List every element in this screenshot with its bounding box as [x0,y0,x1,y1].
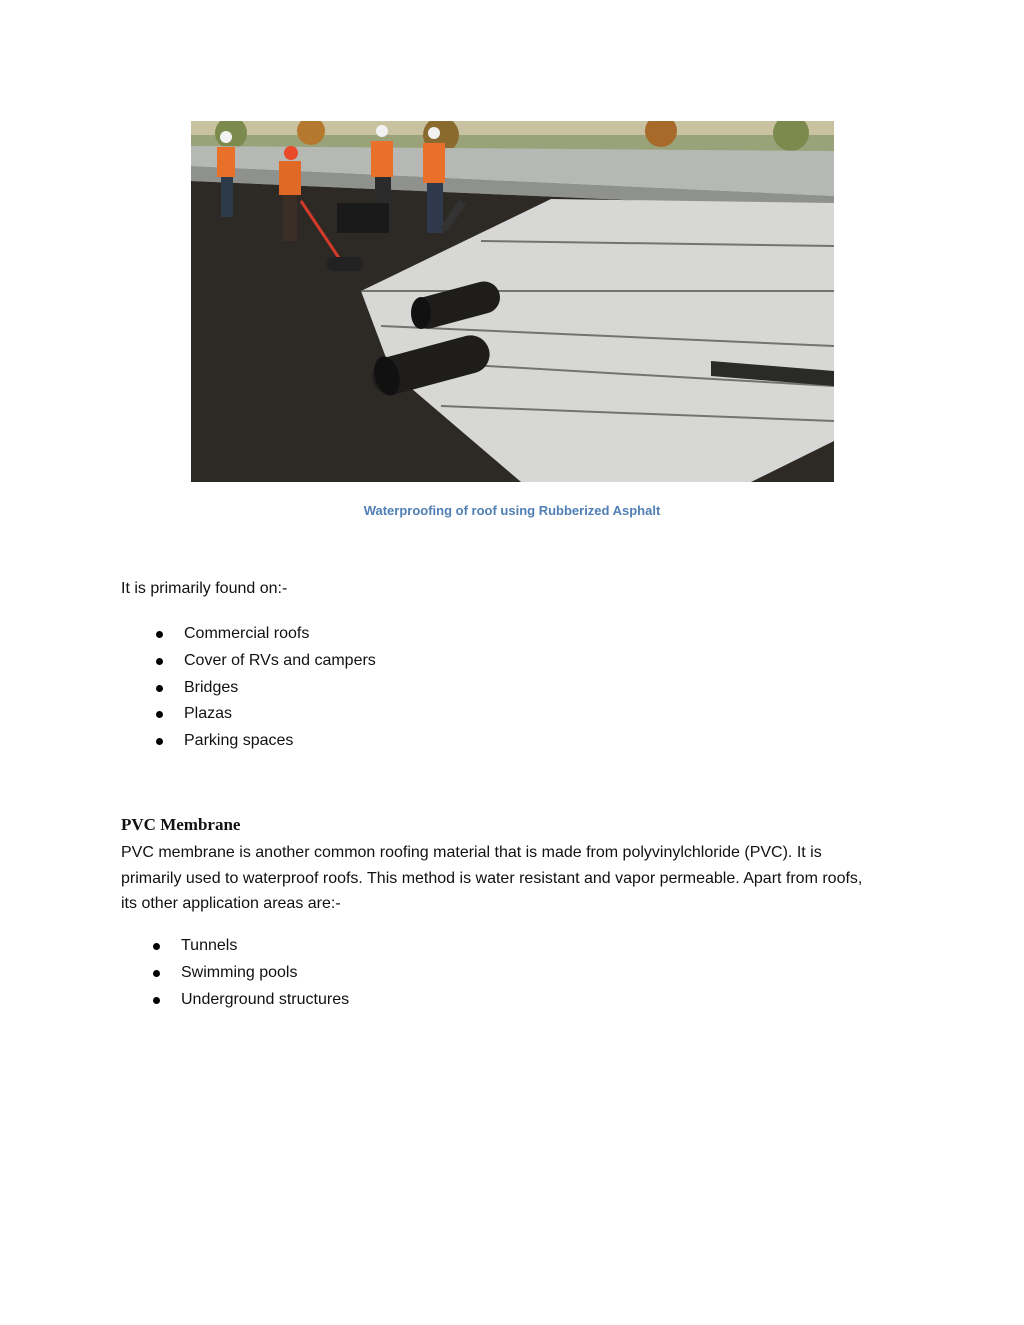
list-item [184,648,376,675]
list-item-label: Bridges [184,678,239,696]
list-item-label: Commercial roofs [184,625,310,642]
list-item-label: Underground structures [181,990,350,1008]
list-item-label: Plazas [184,705,233,723]
bullet-icon [153,970,160,977]
list-item [181,987,349,1014]
list-item [184,675,376,702]
list-item [184,728,376,755]
list-item-label: Cover of RVs and campers [184,651,376,669]
bullet-icon [153,943,160,950]
section-paragraph: PVC membrane is another common roofing material that is made from polyvinylchloride (PVC). It is primarily used to waterproof roofs. This method is water resistant and vapor permeable. Apart from roofs, its other application areas are:- [121,844,863,913]
list-item-label: Parking spaces [184,732,294,750]
list-item-label: Swimming pools [181,963,298,981]
bullet-icon [156,631,163,638]
bullet-icon [156,658,163,665]
bullet-icon [156,738,163,745]
list-item [184,701,376,728]
applications-list [181,933,349,1013]
figure-caption: Waterproofing of roof using Rubberized Asphalt [363,503,661,518]
intro-text: It is primarily found on:- [121,580,288,597]
list-item [181,933,349,960]
bullet-icon [156,711,163,718]
list-item-label: Tunnels [181,937,238,954]
bullet-icon [153,997,160,1004]
list-item [181,960,349,987]
bullet-icon [156,685,163,692]
found-on-list [184,621,376,755]
roof-waterproofing-photo [191,121,834,482]
list-item [184,621,376,648]
section-heading: PVC Membrane [121,815,241,834]
